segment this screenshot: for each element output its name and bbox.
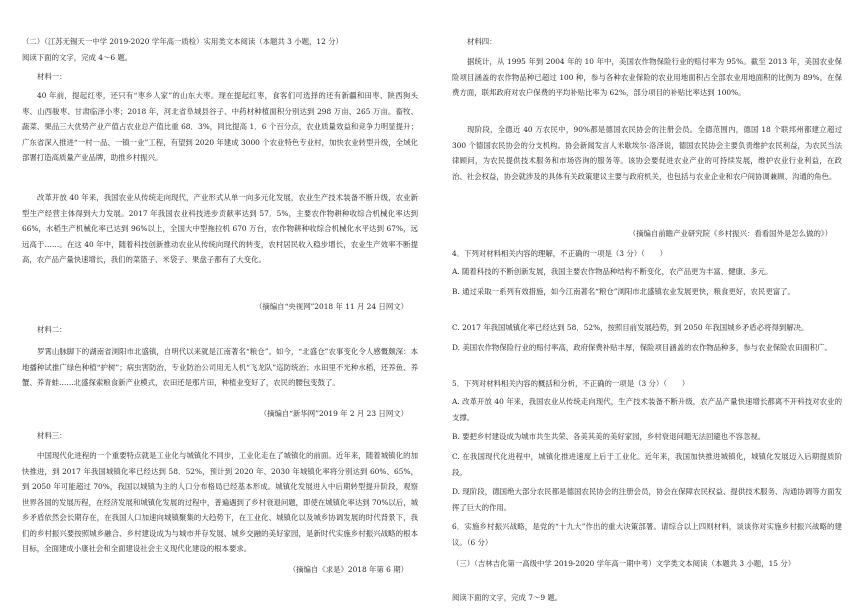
question-5-option-c: C. 在我国现代化进程中，城镇化推进速度上后于工业化。近年来，我国加快推进城镇化，城镇化发展迈入后期提质阶段。 — [452, 452, 842, 477]
material-1-title: 材料一： — [37, 72, 67, 81]
material-3-paragraph: 中国现代化进程的一个重要特点就是工业化与城镇化不同步，工业化走在了城镇化的前面。近年来，随着城镇化的加快推进，到 2017 年我国城镇化率已经达到 58．52%，预计到 2020 年、2030 年城镇化率将分别达到 60%、65%，到 2050 年可能超过 70%，我国以城镇为主的人口分布格局已经基本形成。城镇化发展进入中后期转型提升阶段，观察世界各国的发展历程，在经济发展和城镇化发展的过程中，普遍遇到了乡村衰退问题，即使在城镇化率达到 70%以后，城乡矛盾依然会长期存在，在我国人口加速向城镇聚集的大趋势下，在工业化、城镇化以及城乡协调发展的时代背景下，我们的乡村振兴要按照城乡融合、乡村建设成为与城市并存发展、城乡交融的美好家园，是新时代实施乡村振兴战略的根本目标，全面建成小康社会和全面建设社会主义现代化建设的根本要求。 — [22, 451, 418, 553]
material-1-paragraph-2: 改革开放 40 年来，我国农业从传统走向现代，产业形式从单一向多元化发展，农业生产技术装备不断升级，农业新型生产经营主体得到大力发展。2017 年我国农业科技进步贡献率达到 57．5%，主要农作物耕种收综合机械化率达到 66%，水稻生产机械化率已达到 96%以上，全国大中型拖拉机 670 万台，农作物耕种收综合机械化水平达到 67%，远远高于……。在这 40 年中，随着科技创新推动农业从传统向现代的转变，农村居民收入稳步增长，农业生产效率不断提高，农产品产量快速增长，我们的菜篮子、米袋子、果盘子都有了大变化。 — [22, 193, 418, 264]
material-2-paragraph: 罗霄山脉脚下的湖南省浏阳市北盛镇，自明代以来就是江南著名“粮仓”。如今，“北盛仓”农事变化令人感慨颇深：本地播种试推广绿色种植“护树”；病虫害防治，专业防治公司用无人机“飞龙队”巡防统治；水田里不光种水稻，还养鱼、养蟹、养青蛙……北盛探索粮食新产业模式，农田还是那片田，种植业变好了，农民的腰包变鼓了。 — [22, 347, 418, 387]
material-4-paragraph-2: 现阶段，全德近 40 万农民中，90%都是德国农民协会的注册会员。全德范围内，德国 18 个联邦州都建立超过 300 个德国农民协会的分支机构。协会新闻发言人米歇埃尔·洛泽说，德国农民协会主要负责维护农民利益，为农民当法律顾问，为农民提供技术服务和市场咨询的服务等。该协会要促进农业产业的可持续发展，维护农业行业利益，在政治、社会权益，协会就涉及的具体有关政策建议主要与政府机关，也包括与农业企业和农户间协调兼顾、沟通的角色。 — [452, 125, 842, 181]
question-4-option-d: D. 美国农作物保险行业的赔付率高，政府保费补贴丰厚，保险项目涵盖的农作物品种多，参与农业保险农田面积广。 — [452, 343, 832, 352]
material-4-paragraph-1: 据统计，从 1995 年到 2004 年的 10 年中，美国农作物保险行业的赔付率为 95%。截至 2013 年，美国农业保险项目涵盖的农作物品种已超过 100 种，参与各种农业保险的农业用地面积占全部农业用地面积的比例为 89%。在保费方面，联邦政府对农户保费的平均补贴比率为 62%，部分项目的补贴比率达到 100%。 — [452, 57, 842, 97]
reading-instruction: 阅读下面的文字，完成 4～6 题。 — [22, 53, 133, 62]
question-4-option-b: B. 通过采取一系列有效措施，如今江南著名“粮仓”浏阳市北盛镇农业发展更快，粮食更好，农民更富了。 — [452, 287, 795, 296]
question-5-option-a: A. 改革开放 40 年来，我国农业从传统走向现代，生产技术装备不断升级，农产品产量快速增长都离不开科技对农业的支撑。 — [452, 397, 842, 422]
material-2-source: （摘编自“新华网”2019 年 2 月 23 日网文） — [259, 409, 408, 418]
question-4-option-c: C. 2017 年我国城镇化率已经达到 58．52%，按照目前发展趋势，到 2050 年我国城乡矛盾必将得到解决。 — [452, 323, 809, 332]
reading-instruction-2: 阅读下面的文字，完成 7～9 题。 — [452, 593, 563, 602]
material-3-title: 材料三： — [37, 431, 67, 440]
material-4-source: （摘编自前瞻产业研究院《乡村振兴：看看国外是怎么做的》） — [628, 229, 832, 238]
section-3-heading: （三）（吉林吉化第一高级中学 2019-2020 学年高一期中考）文学类文本阅读（本题共 3 小题，15 分） — [452, 559, 796, 568]
material-2-title: 材料二： — [37, 325, 67, 334]
material-1-source: （摘编自“央视网”2018 年 11 月 24 日网文） — [255, 302, 408, 311]
question-5-option-d: D. 现阶段，德国绝大部分农民都是德国农民协会的注册会员，协会在保障农民权益、提供技术服务、沟通协调等方面发挥了巨大的作用。 — [452, 487, 842, 512]
material-4-title: 材料四： — [467, 37, 497, 46]
question-4-option-a: A. 随着科技的不断创新发展，我国主要农作物品种结构不断变化，农产品更为丰富、健康、多元。 — [452, 267, 773, 276]
question-5-option-b: B. 要把乡村建设成为城市共生共荣、各美其美的美好家园，乡村衰退问题无法回避也不容忽视。 — [452, 432, 766, 441]
question-6: 6．实施乡村振兴战略，是党的“十九大”作出的重大决策部署。请综合以上四则材料，谈谈你对实施乡村振兴战略的建议。（6 分） — [452, 522, 842, 547]
question-4: 4．下列对材料相关内容的理解，不正确的一项是（3 分）（ ） — [452, 249, 667, 258]
material-1-paragraph-1: 40 年前，提起红枣，还只有“枣乡人家”的山东大枣。现在提起红枣，食客们可选择的还有新疆和田枣、陕西狗头枣、山西骏枣、甘肃临泽小枣；2018 年，河北省阜城县谷子、中药材种植面积分别达到 298 万亩、265 万亩。畜牧、蔬菜、果品三大优势产业产值占农业总产值比重 68．3%，同比提高 1．6 个百分点，农业质量效益和竞争力明显提升；广东省深入推进“一村一品、一镇一业”工程，有望到 2020 年建成 3000 个农业特色专业村，加快农业转型升级，全域化部署打造高质量产业品牌，助推乡村振兴。 — [22, 91, 418, 162]
material-3-source: （摘编自《求是》2018 年第 6 期） — [288, 565, 408, 574]
section-heading: （二）（江苏无锡天一中学 2019-2020 学年高一质检）实用类文本阅读（本题共 3 小题，12 分） — [22, 37, 343, 46]
question-5: 5．下列对材料相关内容的概括和分析，不正确的一项是（3 分）（ ） — [452, 379, 690, 388]
